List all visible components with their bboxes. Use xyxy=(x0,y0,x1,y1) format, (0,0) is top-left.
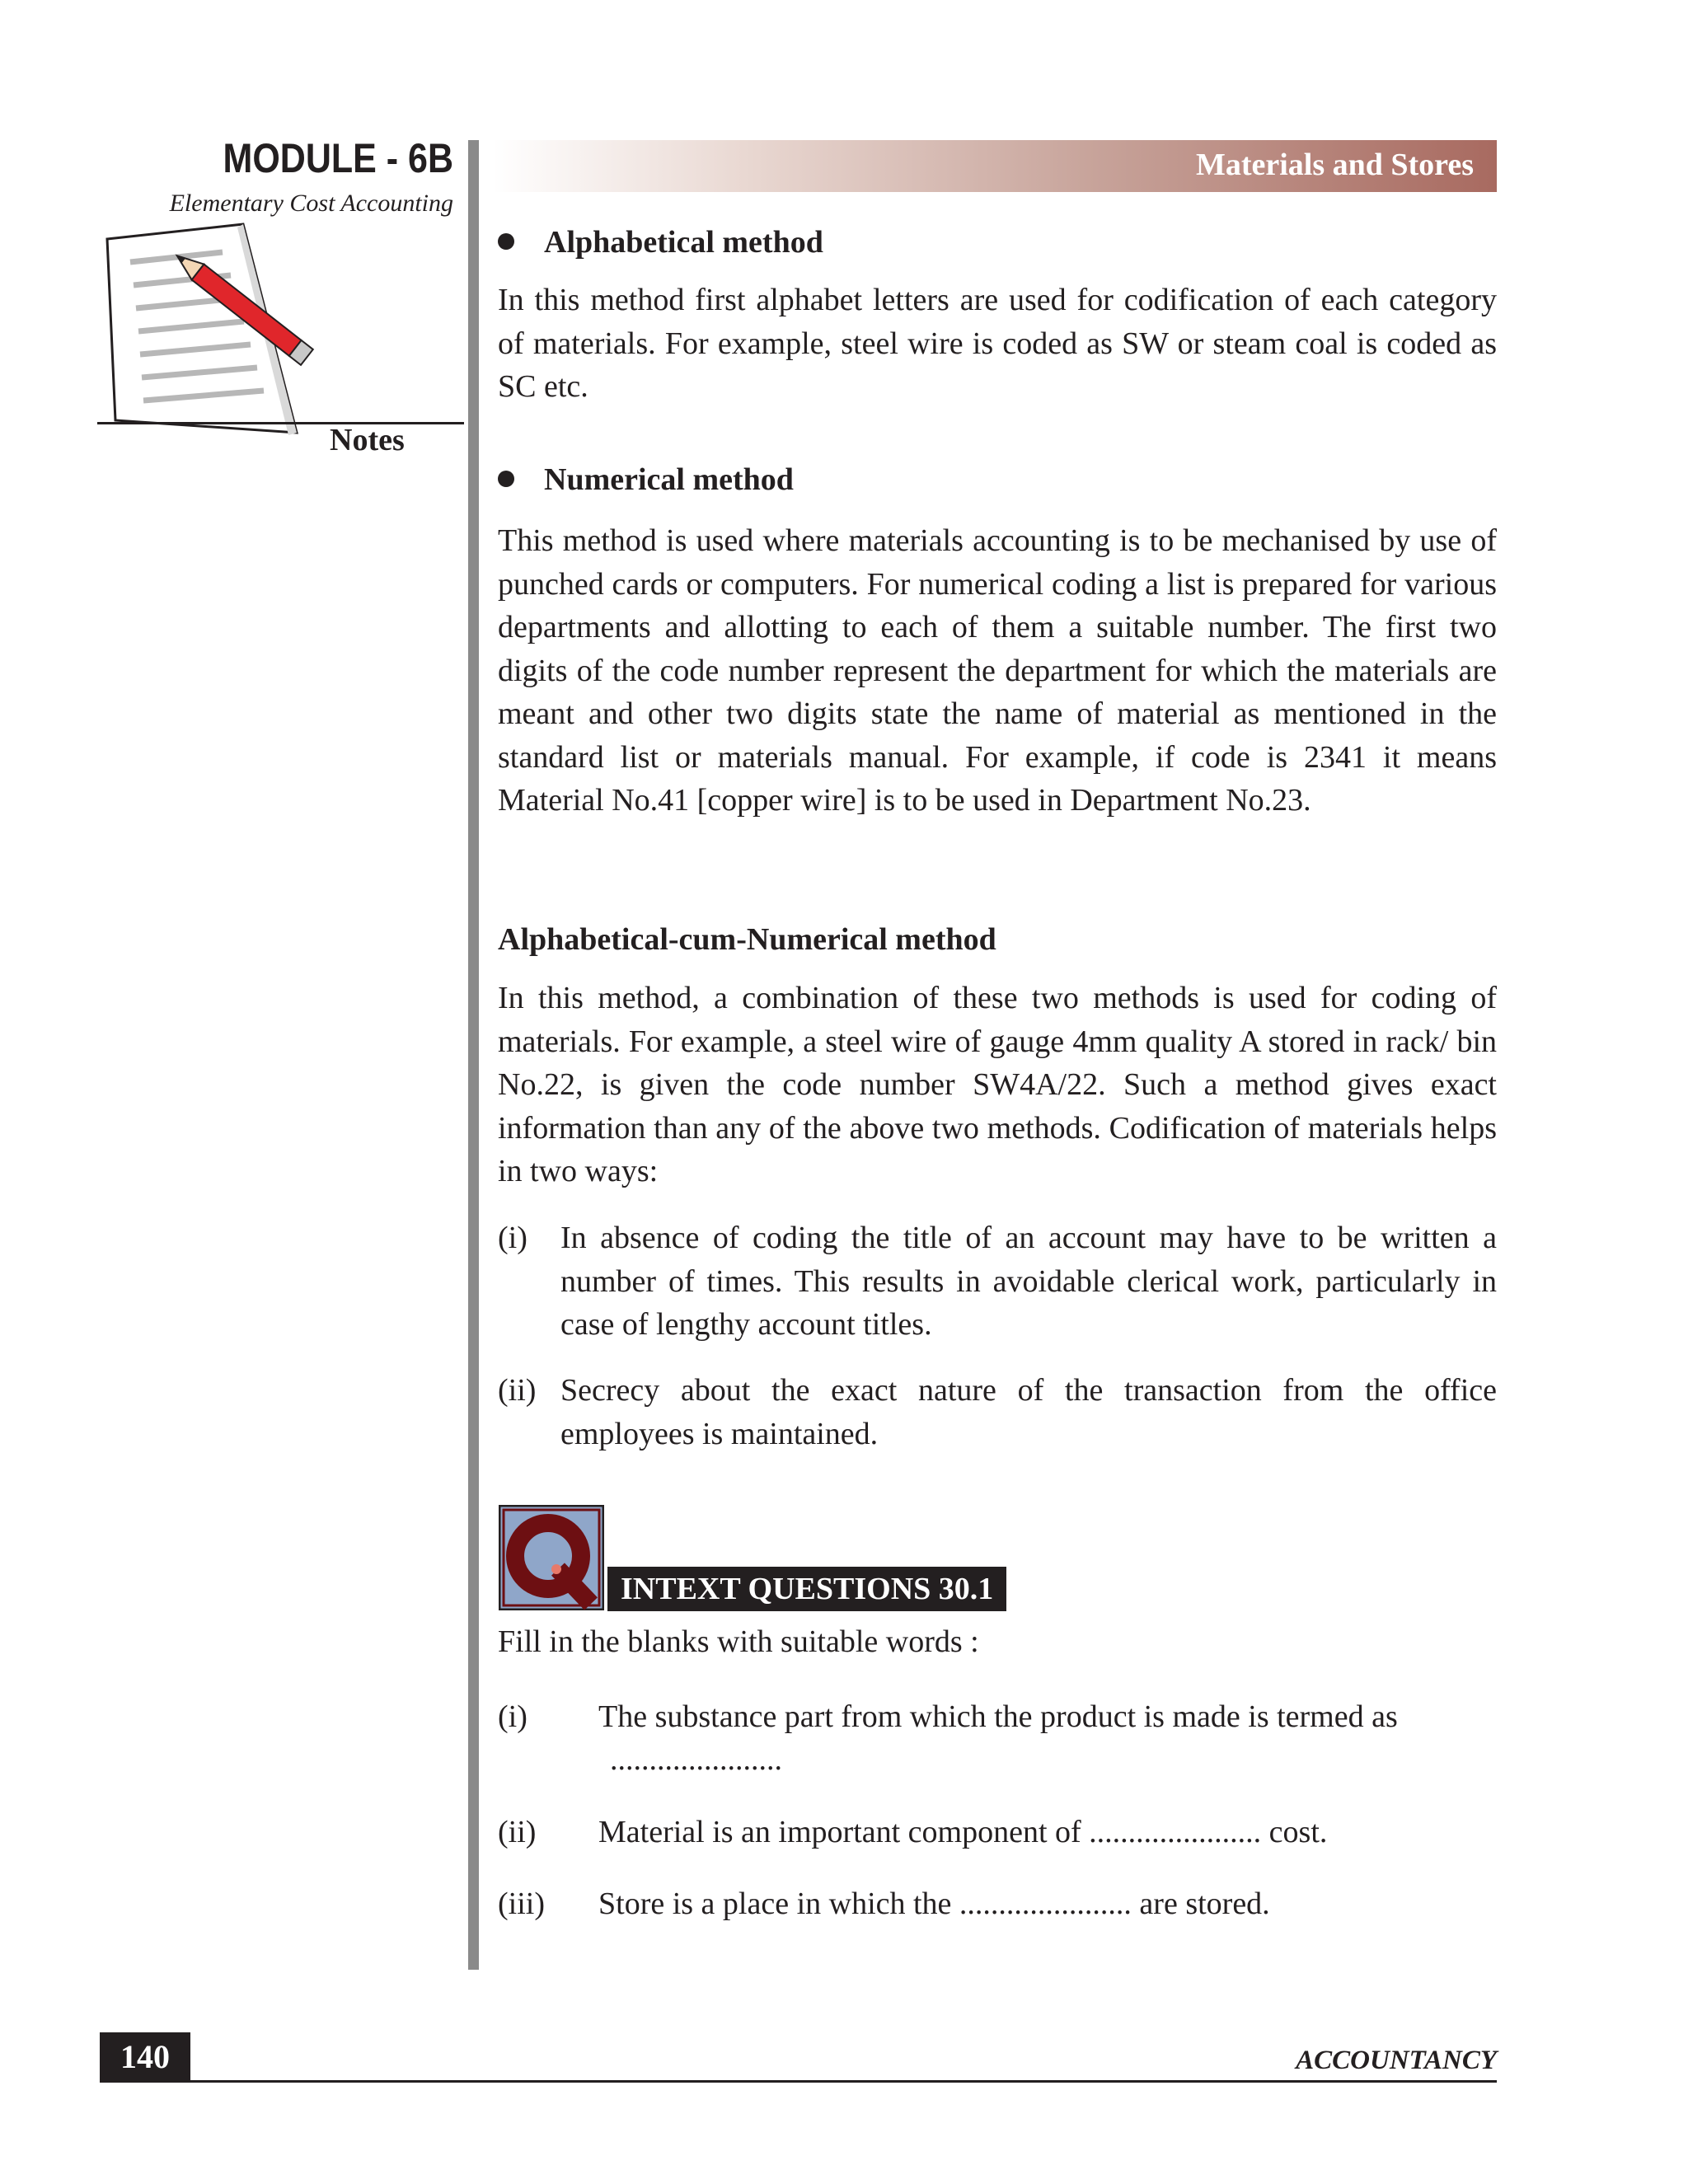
section-heading-alphabetical: Alphabetical method xyxy=(498,224,823,260)
chapter-title: Materials and Stores xyxy=(1195,148,1474,182)
margin-vertical-bar xyxy=(468,140,479,1970)
paragraph-numerical: This method is used where materials accounting is to be mechanised by use of punched cards or computers. For numerical coding a list is prepared for various departments and allotting to each of them a suitable number. The first two digits of the code number represent the department for which the materials are meant and other two digits state the name of material as mentioned in the standard list or materials manual. For example, if code is 2341 it means Material No.41 [copper wire] is to be used in Department No.23. xyxy=(498,523,1497,818)
question-item: (iii) Store is a place in which the ...................... are stored. xyxy=(498,1886,1270,1921)
section-heading-numerical: Numerical method xyxy=(498,462,794,498)
list-item: (ii) Secrecy about the exact nature of the transaction from the office employees is maintained. xyxy=(498,1373,1497,1451)
page-number: 140 xyxy=(100,2032,190,2082)
footer-subject: ACCOUNTANCY xyxy=(1296,2046,1497,2075)
module-subtitle: Elementary Cost Accounting xyxy=(169,190,453,217)
notes-pencil-icon xyxy=(91,223,338,453)
section-heading-alpha-numeric: Alphabetical-cum-Numerical method xyxy=(498,922,996,957)
question-item: (i) The substance part from which the product is made is termed as ...................... xyxy=(498,1695,1497,1781)
question-icon xyxy=(499,1505,604,1610)
module-title: MODULE - 6B xyxy=(223,135,453,181)
bullet-icon xyxy=(498,471,514,487)
intext-questions-heading: INTEXT QUESTIONS 30.1 xyxy=(607,1567,1006,1611)
notes-label: Notes xyxy=(330,423,405,457)
bullet-icon xyxy=(498,233,514,250)
paragraph-alpha-numeric: In this method, a combination of these two methods is used for coding of materials. For example, a steel wire of gauge 4mm quality A stored in rack/ bin No.22, is given the code number SW4A/22. Such a method gives exact information than any of the above two methods. Codification of materials helps in two ways: xyxy=(498,981,1497,1188)
question-item: (ii) Material is an important component of ...................... cost. xyxy=(498,1815,1328,1849)
paragraph-alphabetical: In this method first alphabet letters are used for codification of each category of materials. For example, steel wire is coded as SW or steam coal is coded as SC etc. xyxy=(498,283,1497,404)
chapter-header-band xyxy=(493,140,1497,192)
intext-instruction: Fill in the blanks with suitable words : xyxy=(498,1624,979,1659)
notes-divider xyxy=(97,422,464,424)
footer-divider xyxy=(100,2080,1497,2083)
list-item: (i) In absence of coding the title of an account may have to be written a number of times. This results in avoidable clerical work, particularly in case of lengthy account titles. xyxy=(498,1221,1497,1342)
answer-blank: ...................... xyxy=(610,1742,782,1777)
